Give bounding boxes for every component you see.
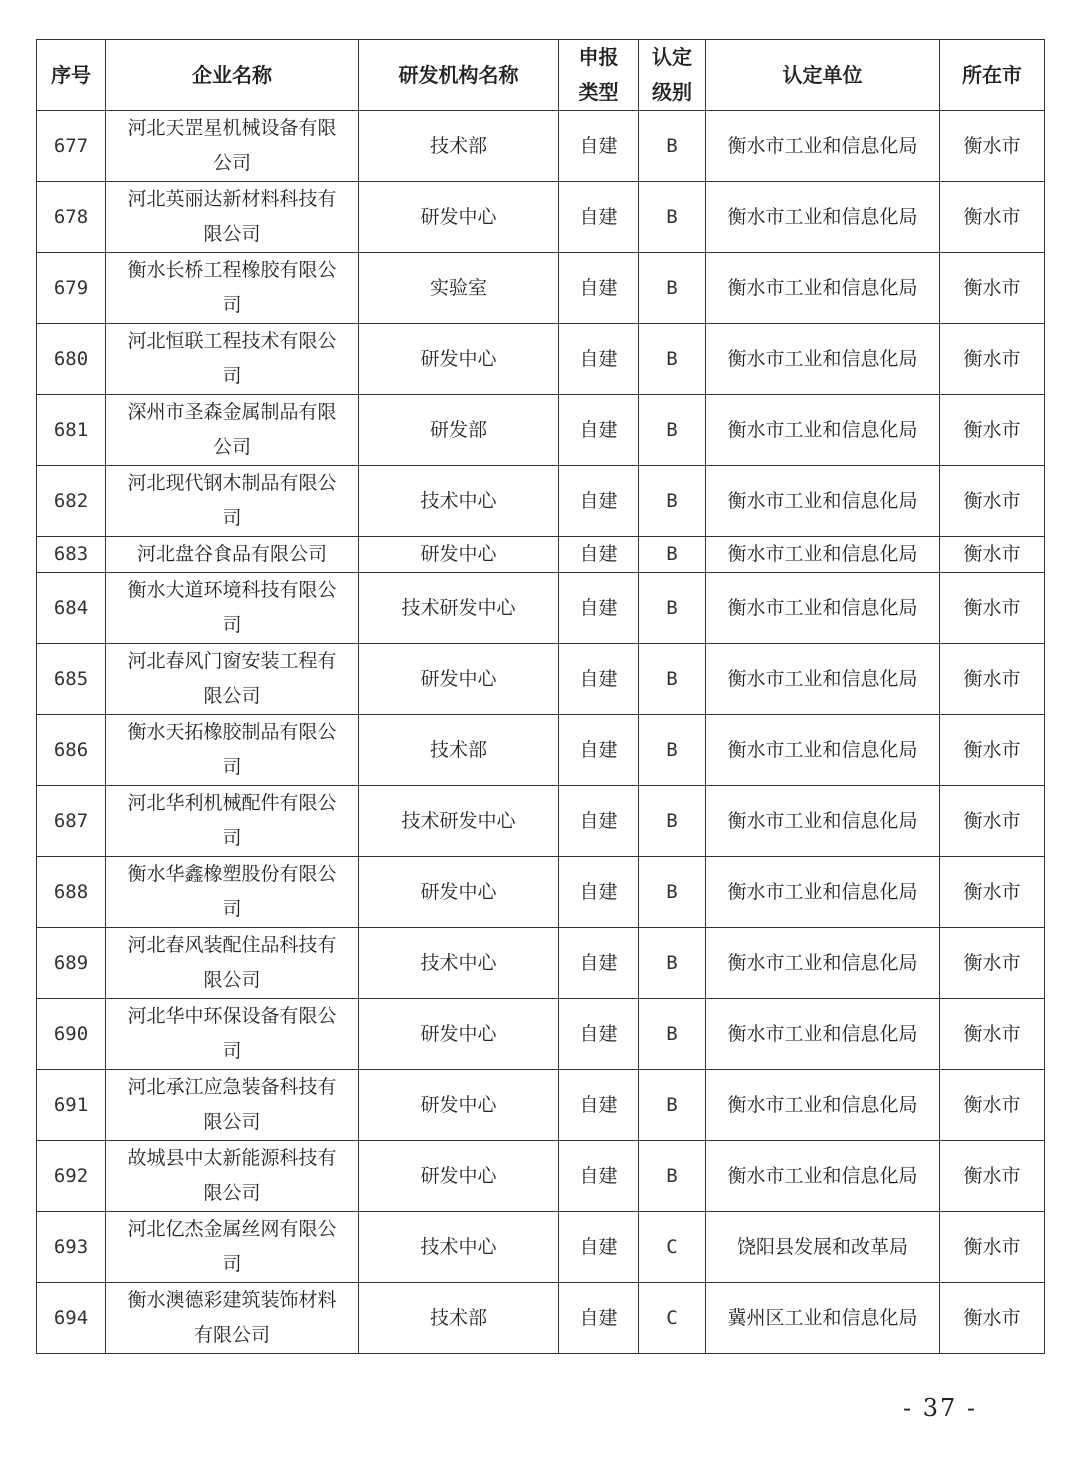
cell-authority: 衡水市工业和信息化局 [706,1070,940,1141]
company-name-line: 衡水华鑫橡塑股份有限公 [127,863,337,885]
cell-apply-type: 自建 [559,786,639,857]
cell-apply-type: 自建 [559,715,639,786]
header-company: 企业名称 [106,40,359,111]
cell-company [106,715,359,786]
cell-level: C [639,1283,706,1354]
cell-company [106,466,359,537]
table-row [37,182,1045,253]
cell-company [106,1141,359,1212]
cell-institution: 研发中心 [359,999,559,1070]
cell-seq: 684 [37,573,106,644]
cell-city: 衡水市 [940,253,1045,324]
cell-level: B [639,573,706,644]
table-row [37,537,1045,573]
table-row [37,1141,1045,1212]
header-city: 所在市 [940,40,1045,111]
cell-seq: 693 [37,1212,106,1283]
cell-level: B [639,537,706,573]
company-name-line: 河北承江应急装备科技有 [127,1076,337,1098]
cell-city: 衡水市 [940,395,1045,466]
cell-level: C [639,1212,706,1283]
cell-authority: 衡水市工业和信息化局 [706,253,940,324]
header-level-line2: 级别 [652,80,692,104]
cell-level: B [639,857,706,928]
cell-level: B [639,111,706,182]
table-row [37,324,1045,395]
company-name-line: 司 [222,294,242,316]
cell-city: 衡水市 [940,999,1045,1070]
cell-institution: 研发中心 [359,537,559,573]
table-row [37,395,1045,466]
cell-seq: 691 [37,1070,106,1141]
cell-level: B [639,182,706,253]
header-apply-type-line1: 申报 [578,45,619,69]
table-row [37,466,1045,537]
cell-seq: 690 [37,999,106,1070]
company-name-line: 公司 [212,152,251,174]
table-row [37,1283,1045,1354]
company-name-line: 河北天罡星机械设备有限 [127,117,337,139]
cell-city: 衡水市 [940,1212,1045,1283]
company-name-line: 司 [222,365,242,387]
cell-apply-type: 自建 [559,537,639,573]
cell-company [106,1212,359,1283]
cell-institution: 技术部 [359,715,559,786]
cell-seq: 685 [37,644,106,715]
header-apply-type [559,40,639,111]
cell-company [106,395,359,466]
table-row [37,857,1045,928]
cell-level: B [639,1070,706,1141]
cell-apply-type: 自建 [559,928,639,999]
cell-authority: 衡水市工业和信息化局 [706,928,940,999]
cell-institution: 研发中心 [359,182,559,253]
company-name-line: 司 [222,898,242,920]
cell-seq: 678 [37,182,106,253]
cell-company [106,182,359,253]
table-body [37,111,1045,1354]
cell-seq: 694 [37,1283,106,1354]
cell-company [106,537,359,573]
company-name-line: 司 [222,756,242,778]
company-name-line: 河北华中环保设备有限公 [127,1005,337,1027]
cell-seq: 687 [37,786,106,857]
cell-seq: 680 [37,324,106,395]
company-name-line: 限公司 [203,969,261,991]
header-level [639,40,706,111]
company-name-line: 河北现代钢木制品有限公 [127,472,337,494]
cell-apply-type: 自建 [559,395,639,466]
cell-seq: 689 [37,928,106,999]
cell-apply-type: 自建 [559,573,639,644]
company-name-line: 有限公司 [193,1324,270,1346]
cell-city: 衡水市 [940,1141,1045,1212]
cell-company [106,111,359,182]
cell-institution: 研发部 [359,395,559,466]
company-name-line: 司 [222,507,242,529]
cell-apply-type: 自建 [559,182,639,253]
cell-city: 衡水市 [940,324,1045,395]
cell-authority: 衡水市工业和信息化局 [706,111,940,182]
company-name-line: 限公司 [203,685,261,707]
cell-city: 衡水市 [940,928,1045,999]
cell-company [106,324,359,395]
company-name-line: 司 [222,1253,242,1275]
cell-level: B [639,253,706,324]
cell-company [106,786,359,857]
cell-authority: 衡水市工业和信息化局 [706,537,940,573]
header-seq: 序号 [37,40,106,111]
table-row [37,786,1045,857]
cell-authority: 衡水市工业和信息化局 [706,573,940,644]
table-row [37,573,1045,644]
table-row [37,253,1045,324]
cell-institution: 研发中心 [359,1141,559,1212]
company-name-line: 限公司 [203,223,261,245]
company-name-line: 司 [222,827,242,849]
cell-authority: 衡水市工业和信息化局 [706,1141,940,1212]
company-name-line: 故城县中太新能源科技有 [127,1147,337,1169]
table-row [37,999,1045,1070]
cell-seq: 682 [37,466,106,537]
cell-apply-type: 自建 [559,1212,639,1283]
cell-institution: 研发中心 [359,324,559,395]
cell-authority: 衡水市工业和信息化局 [706,644,940,715]
cell-authority: 衡水市工业和信息化局 [706,715,940,786]
cell-institution: 研发中心 [359,1070,559,1141]
table-row [37,644,1045,715]
cell-institution: 技术研发中心 [359,573,559,644]
cell-city: 衡水市 [940,111,1045,182]
company-name-line: 衡水长桥工程橡胶有限公 [127,259,337,281]
cell-authority: 衡水市工业和信息化局 [706,999,940,1070]
table-row [37,715,1045,786]
company-name-line: 衡水澳德彩建筑装饰材料 [127,1289,337,1311]
page-number: - 37 - [902,1394,977,1422]
company-name-line: 限公司 [203,1111,261,1133]
cell-institution: 技术中心 [359,928,559,999]
cell-authority: 衡水市工业和信息化局 [706,466,940,537]
cell-city: 衡水市 [940,1283,1045,1354]
cell-company [106,644,359,715]
cell-seq: 683 [37,537,106,573]
header-apply-type-line2: 类型 [578,80,619,104]
cell-city: 衡水市 [940,573,1045,644]
cell-company [106,999,359,1070]
cell-company [106,573,359,644]
company-name-line: 河北春风门窗安装工程有 [127,650,337,672]
cell-level: B [639,786,706,857]
cell-apply-type: 自建 [559,253,639,324]
company-name-line: 衡水天拓橡胶制品有限公 [127,721,337,743]
cell-city: 衡水市 [940,715,1045,786]
cell-city: 衡水市 [940,466,1045,537]
cell-seq: 677 [37,111,106,182]
cell-seq: 688 [37,857,106,928]
cell-company [106,1283,359,1354]
company-name-line: 司 [222,1040,242,1062]
cell-level: B [639,324,706,395]
cell-institution: 技术部 [359,1283,559,1354]
table-row [37,928,1045,999]
cell-city: 衡水市 [940,857,1045,928]
cell-authority: 冀州区工业和信息化局 [706,1283,940,1354]
cell-city: 衡水市 [940,786,1045,857]
cell-seq: 686 [37,715,106,786]
cell-authority: 衡水市工业和信息化局 [706,324,940,395]
cell-level: B [639,395,706,466]
table-row [37,111,1045,182]
cell-level: B [639,466,706,537]
company-name-line: 河北英丽达新材料科技有 [127,188,337,210]
cell-institution: 研发中心 [359,857,559,928]
company-name-line: 衡水大道环境科技有限公 [127,579,337,601]
cell-company [106,857,359,928]
table-row [37,1070,1045,1141]
cell-seq: 692 [37,1141,106,1212]
cell-institution: 技术部 [359,111,559,182]
company-name-line: 河北华利机械配件有限公 [127,792,337,814]
cell-city: 衡水市 [940,537,1045,573]
company-name-line: 深州市圣森金属制品有限 [127,401,337,423]
cell-seq: 681 [37,395,106,466]
table-header-row [37,40,1045,111]
cell-institution: 实验室 [359,253,559,324]
cell-authority: 衡水市工业和信息化局 [706,786,940,857]
cell-city: 衡水市 [940,182,1045,253]
company-name-line: 公司 [212,436,251,458]
cell-level: B [639,928,706,999]
cell-authority: 衡水市工业和信息化局 [706,182,940,253]
cell-authority: 饶阳县发展和改革局 [706,1212,940,1283]
cell-apply-type: 自建 [559,111,639,182]
cell-level: B [639,999,706,1070]
cell-institution: 技术中心 [359,466,559,537]
cell-authority: 衡水市工业和信息化局 [706,857,940,928]
cell-company [106,1070,359,1141]
cell-level: B [639,1141,706,1212]
cell-city: 衡水市 [940,1070,1045,1141]
cell-institution: 技术研发中心 [359,786,559,857]
header-institution: 研发机构名称 [359,40,559,111]
cell-institution: 技术中心 [359,1212,559,1283]
header-level-line1: 认定 [652,45,692,69]
cell-authority: 衡水市工业和信息化局 [706,395,940,466]
enterprise-rd-table [36,39,1045,1354]
cell-apply-type: 自建 [559,1283,639,1354]
cell-apply-type: 自建 [559,644,639,715]
company-name-line: 河北盘谷食品有限公司 [136,543,327,565]
cell-apply-type: 自建 [559,999,639,1070]
cell-seq: 679 [37,253,106,324]
company-name-line: 限公司 [203,1182,261,1204]
cell-city: 衡水市 [940,644,1045,715]
cell-apply-type: 自建 [559,324,639,395]
cell-institution: 研发中心 [359,644,559,715]
cell-apply-type: 自建 [559,466,639,537]
company-name-line: 司 [222,614,242,636]
cell-apply-type: 自建 [559,857,639,928]
cell-apply-type: 自建 [559,1070,639,1141]
cell-apply-type: 自建 [559,1141,639,1212]
cell-company [106,253,359,324]
table-row [37,1212,1045,1283]
cell-level: B [639,644,706,715]
company-name-line: 河北恒联工程技术有限公 [127,330,337,352]
cell-company [106,928,359,999]
cell-level: B [639,715,706,786]
company-name-line: 河北亿杰金属丝网有限公 [127,1218,337,1240]
header-authority: 认定单位 [706,40,940,111]
company-name-line: 河北春风装配住品科技有 [127,934,337,956]
